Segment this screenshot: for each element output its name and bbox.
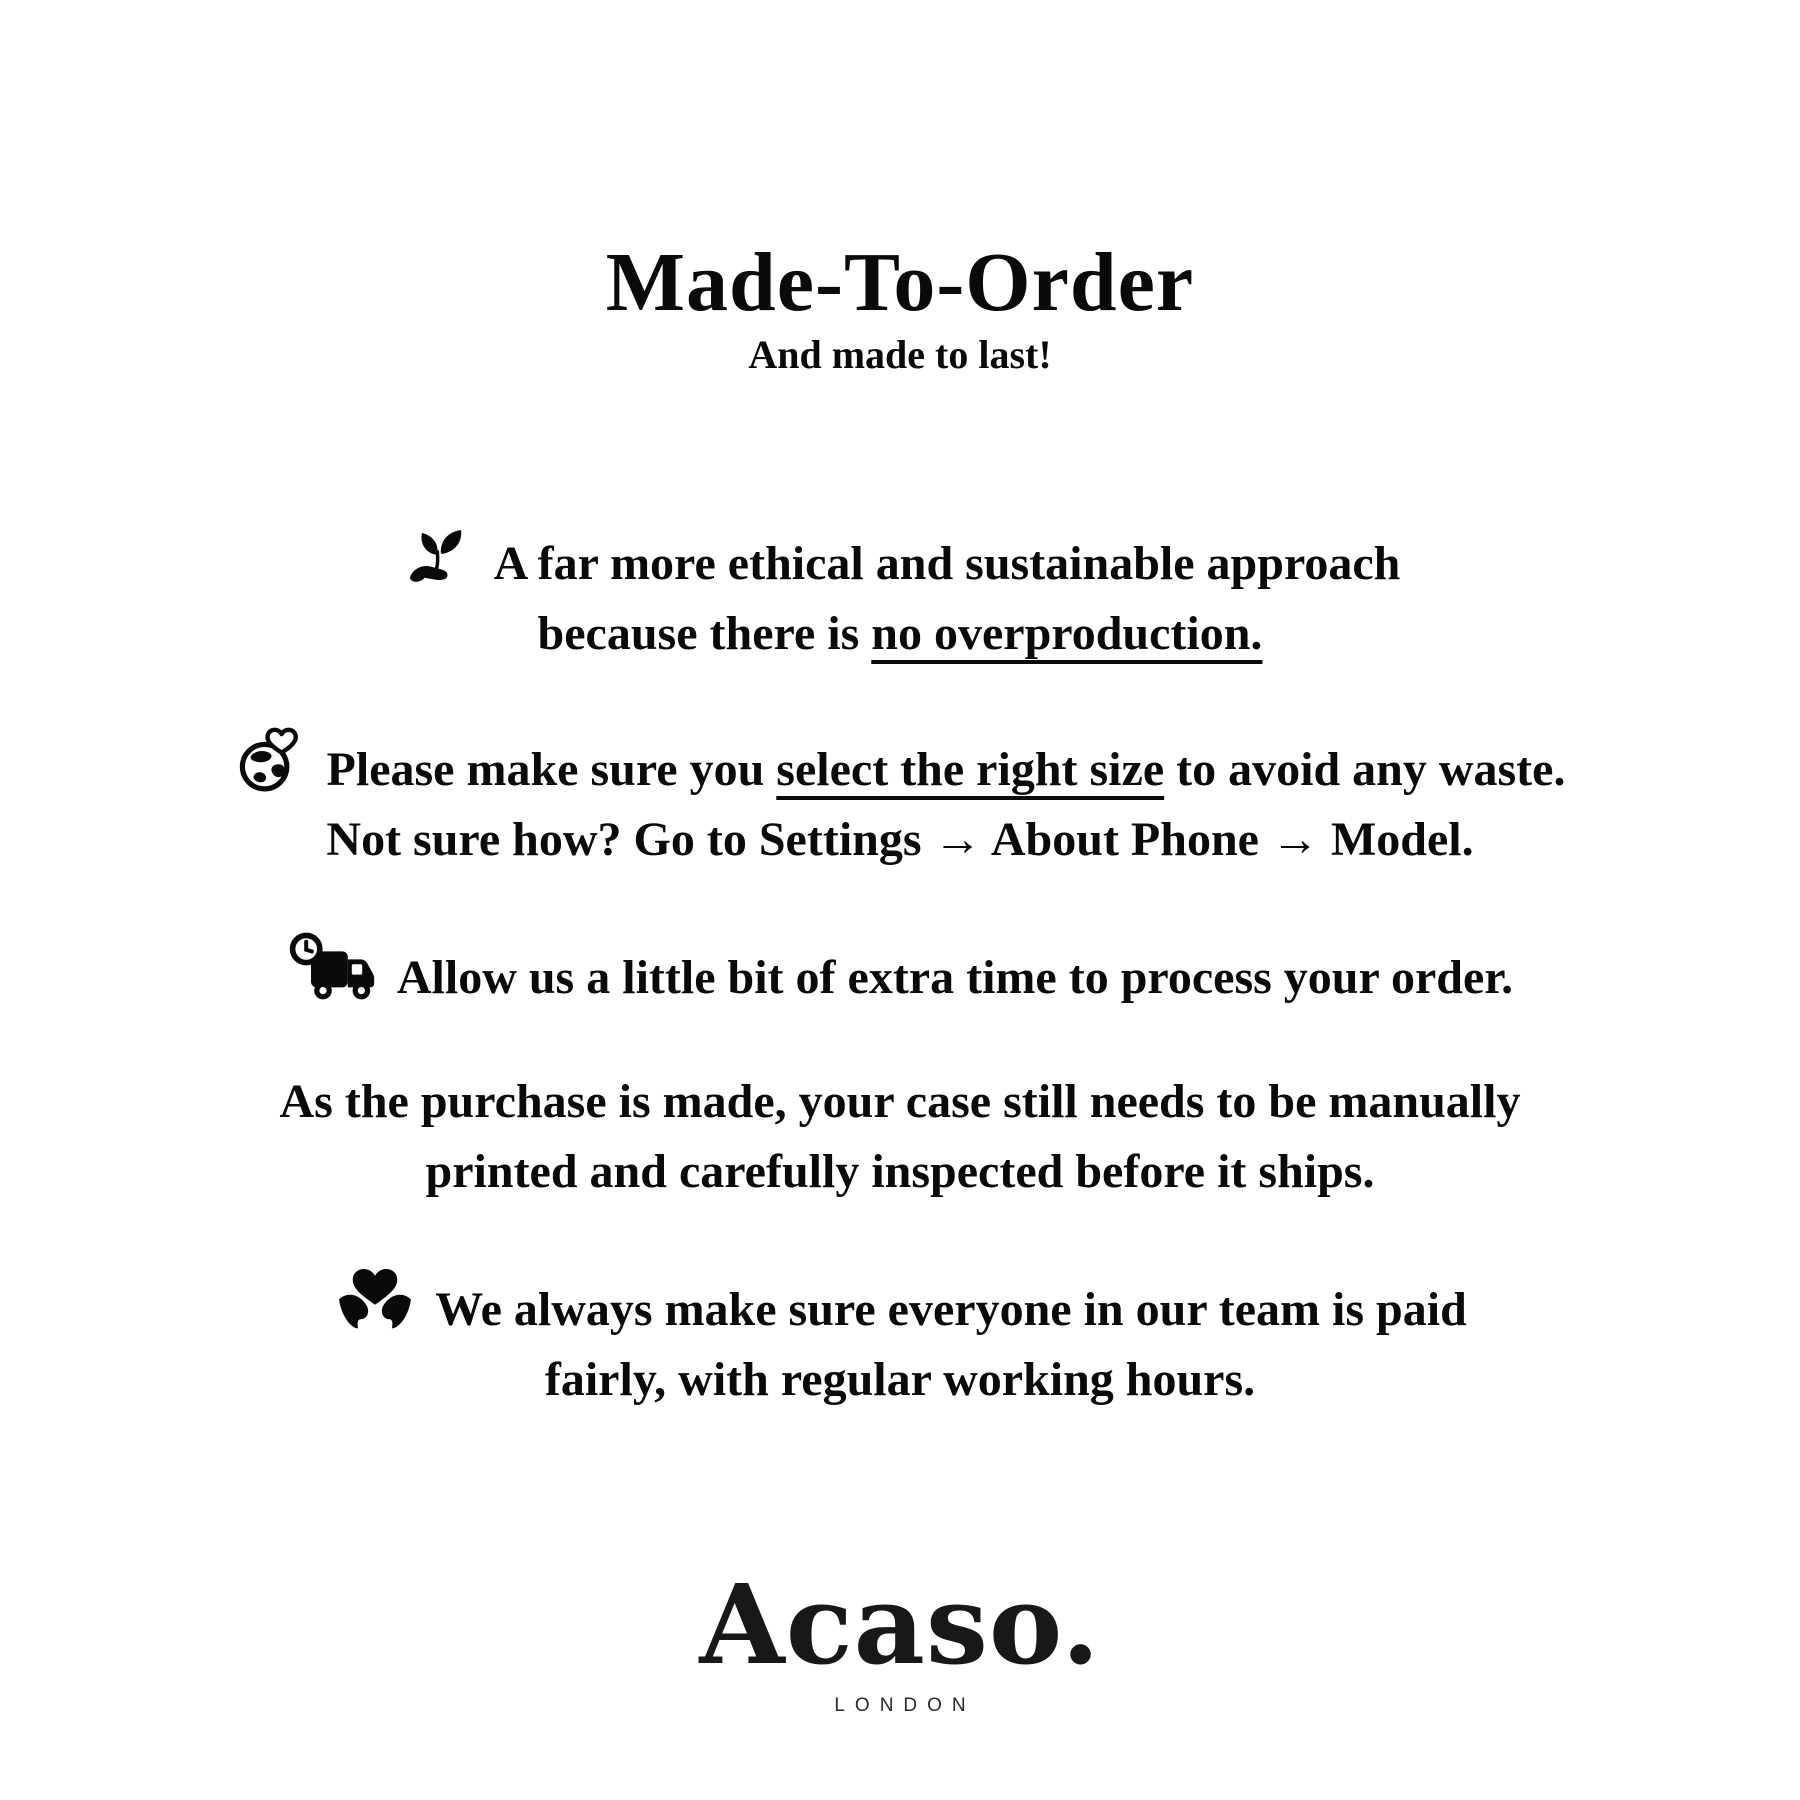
truck-clock-icon	[287, 929, 379, 1005]
paragraph-text: Please make sure you	[326, 743, 777, 796]
paragraph-text: printed and carefully inspected before it ships.	[425, 1145, 1375, 1198]
paragraph-text: As the purchase is made, your case still needs to be manually	[279, 1075, 1521, 1128]
brand-logo	[0, 1560, 1800, 1719]
brand-city: LONDON	[834, 1695, 976, 1716]
paragraph-processing-time	[0, 929, 1800, 1013]
paragraph-line	[0, 1067, 1800, 1137]
paragraph-line	[0, 929, 1800, 1013]
seedling-hand-icon	[400, 521, 476, 591]
header	[0, 0, 1800, 378]
page-subtitle: And made to last!	[748, 332, 1052, 377]
paragraph-sustainability	[0, 521, 1800, 669]
page-title: Made-To-Order	[605, 236, 1195, 329]
paragraph-size-selection	[0, 723, 1800, 875]
info-list	[0, 521, 1800, 1415]
paragraph-line	[0, 805, 1800, 875]
paragraph-fair-pay	[0, 1261, 1800, 1415]
paragraph-line	[0, 1261, 1800, 1345]
paragraph-line	[0, 1345, 1800, 1415]
paragraph-line	[0, 723, 1800, 805]
underlined-text: no overproduction.	[871, 607, 1263, 660]
paragraph-line	[0, 1137, 1800, 1207]
hands-heart-icon	[333, 1261, 417, 1337]
paragraph-text: Not sure how? Go to Settings → About Phone → Model.	[326, 813, 1474, 866]
paragraph-line	[0, 521, 1800, 599]
paragraph-text: We always make sure everyone in our team is paid	[435, 1283, 1467, 1336]
paragraph-text: Allow us a little bit of extra time to process your order.	[396, 951, 1514, 1004]
brand-name: Acaso.	[699, 1560, 1101, 1689]
paragraph-line	[0, 599, 1800, 669]
paragraph-text: fairly, with regular working hours.	[544, 1353, 1256, 1406]
paragraph-text: because there is	[537, 607, 872, 660]
paragraph-manual-printing	[0, 1067, 1800, 1207]
globe-heart-icon	[235, 723, 309, 797]
paragraph-text: to avoid any waste.	[1164, 743, 1566, 796]
paragraph-text: A far more ethical and sustainable approach	[493, 537, 1401, 590]
underlined-text: select the right size	[776, 743, 1165, 796]
